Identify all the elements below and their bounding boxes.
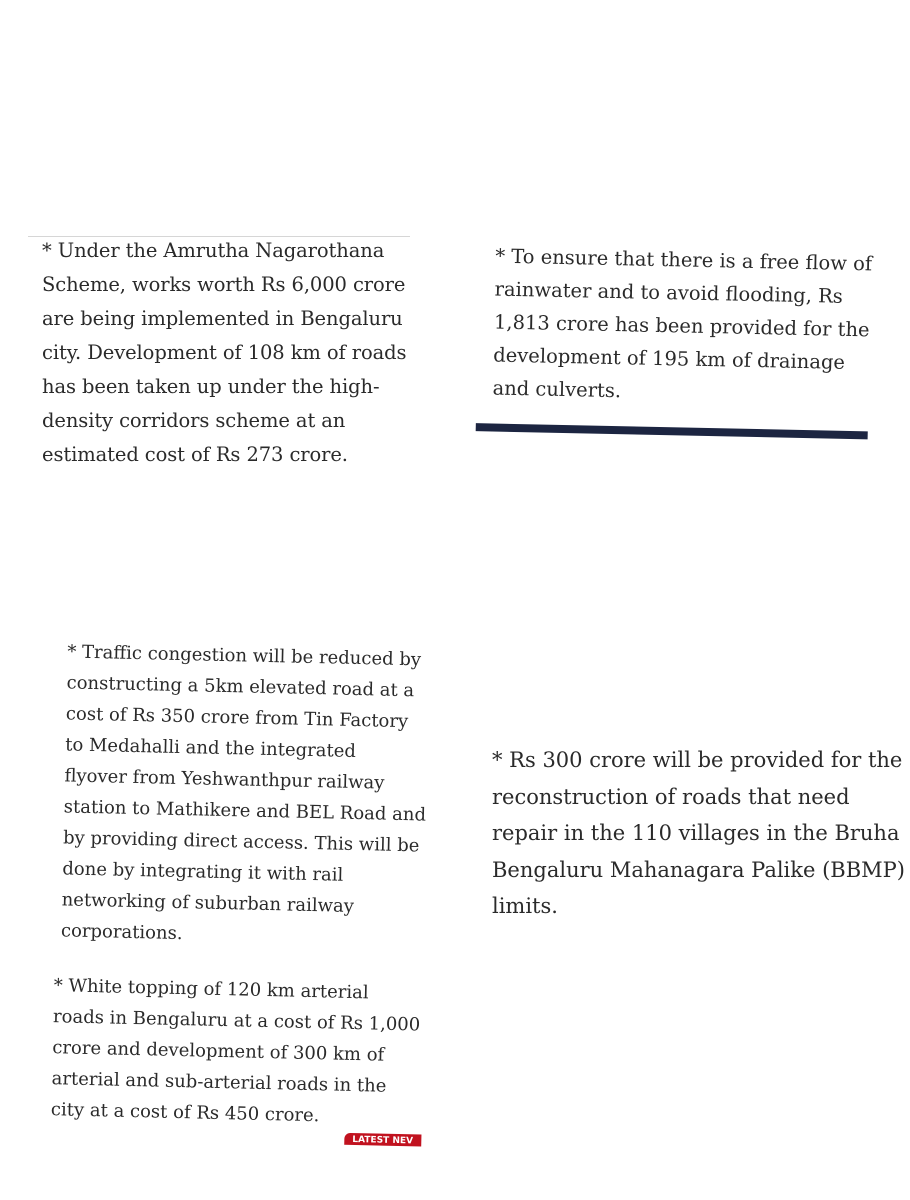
clipping-text: * Rs 300 crore will be provided for the reconstruction of roads that need repair in the 110 villages in the Bruha Bengaluru Mahanagara Palike (BBMP) limits.: [492, 748, 905, 918]
clipping-amrutha-nagarothana: [28, 232, 418, 472]
clipping-text-white-topping: * White topping of 120 km arterial roads in Bengaluru at a cost of Rs 1,000 crore and development of 300 km of arterial and sub-arterial roads in the city at a cost of Rs 450 crore.: [50, 975, 421, 1127]
clipping-traffic-white-topping: [38, 622, 440, 1161]
clipping-road-reconstruction: [480, 738, 910, 928]
latest-news-badge[interactable]: LATEST NEV: [344, 1133, 421, 1147]
clipping-text-traffic: * Traffic congestion will be reduced by constructing a 5km elevated road at a cost of Rs 350 crore from Tin Factory to Medahalli and the integrated flyover from Yeshwanthpur railway station to Mathikere and BEL Road and by providing direct access. This will be done by integrating it with rail networking of suburban railway corporations.: [60, 641, 427, 945]
clipping-text: * Under the Amrutha Nagarothana Scheme, works worth Rs 6,000 crore are being implemented in Bengaluru city. Development of 108 km of roads has been taken up under the high- density corridors scheme at an estimated cost of Rs 273 crore.: [42, 239, 407, 466]
clipping-drainage: [465, 225, 890, 469]
divider-rule: [476, 423, 868, 439]
clipping-text: * To ensure that there is a free flow of rainwater and to avoid flooding, Rs 1,813 crore has been provided for the development of 195 km of drainage and culverts.: [492, 244, 873, 403]
